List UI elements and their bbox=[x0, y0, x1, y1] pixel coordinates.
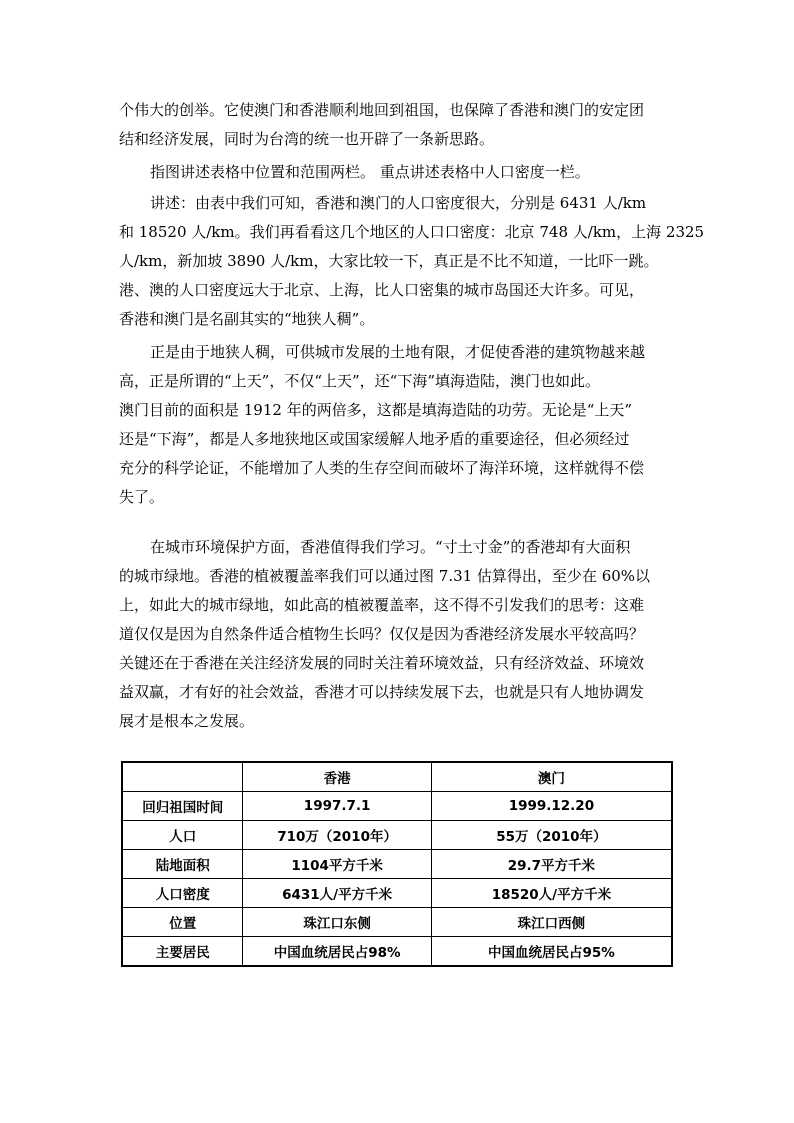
table-cell: 中国血统居民占98% bbox=[243, 937, 431, 967]
table-cell: 中国血统居民占95% bbox=[431, 937, 672, 967]
table-cell: 1997.7.1 bbox=[243, 792, 431, 821]
table-row-label: 位置 bbox=[122, 908, 243, 937]
table-row bbox=[122, 850, 672, 879]
paragraph-5 bbox=[119, 533, 675, 736]
table-header-cell: 香港 bbox=[243, 762, 431, 792]
table-header-row bbox=[122, 762, 672, 792]
table-cell: 6431人/平方千米 bbox=[243, 879, 431, 908]
paragraph-4 bbox=[119, 338, 675, 512]
text-line: 结和经济发展，同时为台湾的统一也开辟了一条新思路。 bbox=[119, 130, 495, 148]
table-header-cell: 澳门 bbox=[431, 762, 672, 792]
table-row bbox=[122, 821, 672, 850]
table-row bbox=[122, 792, 672, 821]
text-line: 展才是根本之发展。 bbox=[119, 712, 255, 730]
table-row-label: 人口密度 bbox=[122, 879, 243, 908]
table-cell: 55万（2010年） bbox=[431, 821, 672, 850]
text-line: 充分的科学论证，不能增加了人类的生存空间而破坏了海洋环境，这样就得不偿 bbox=[119, 459, 645, 477]
text-line: 益双赢，才有好的社会效益，香港才可以持续发展下去，也就是只有人地协调发 bbox=[119, 683, 645, 701]
text-line: 人/km，新加坡 3890 人/km，大家比较一下，真正是不比不知道，一比吓一跳。 bbox=[119, 252, 659, 270]
table-cell: 1999.12.20 bbox=[431, 792, 672, 821]
comparison-table bbox=[121, 761, 673, 967]
text-line: 上，如此大的城市绿地，如此高的植被覆盖率，这不得不引发我们的思考：这难 bbox=[119, 596, 645, 614]
table-cell: 珠江口西侧 bbox=[431, 908, 672, 937]
text-line: 关键还在于香港在关注经济发展的同时关注着环境效益，只有经济效益、环境效 bbox=[119, 654, 645, 672]
paragraph-3 bbox=[119, 189, 705, 334]
table-row-label: 人口 bbox=[122, 821, 243, 850]
paragraph-2 bbox=[119, 158, 675, 187]
table-row-label: 回归祖国时间 bbox=[122, 792, 243, 821]
table-cell: 29.7平方千米 bbox=[431, 850, 672, 879]
table-row bbox=[122, 908, 672, 937]
table-header-cell bbox=[122, 762, 243, 792]
paragraph-1 bbox=[119, 96, 675, 154]
table-row-label: 主要居民 bbox=[122, 937, 243, 967]
text-line: 个伟大的创举。它使澳门和香港顺利地回到祖国，也保障了香港和澳门的安定团 bbox=[119, 101, 645, 119]
text-line: 在城市环境保护方面，香港值得我们学习。“寸土寸金”的香港却有大面积 bbox=[150, 538, 631, 556]
text-line: 港、澳的人口密度远大于北京、上海，比人口密集的城市岛国还大许多。可见， bbox=[119, 281, 645, 299]
table-row bbox=[122, 879, 672, 908]
text-line: 讲述：由表中我们可知，香港和澳门的人口密度很大，分别是 6431 人/km bbox=[150, 194, 647, 212]
text-line: 澳门目前的面积是 1912 年的两倍多，这都是填海造陆的功劳。无论是“上天” bbox=[119, 401, 633, 419]
text-line: 道仅仅是因为自然条件适合植物生长吗？仅仅是因为香港经济发展水平较高吗？ bbox=[119, 625, 645, 643]
table-row bbox=[122, 937, 672, 967]
text-line: 正是由于地狭人稠，可供城市发展的土地有限，才促使香港的建筑物越来越 bbox=[150, 343, 646, 361]
text-line: 香港和澳门是名副其实的“地狭人稠”。 bbox=[119, 310, 375, 328]
text-line: 指图讲述表格中位置和范围两栏。 重点讲述表格中人口密度一栏。 bbox=[150, 163, 590, 181]
table-cell: 1104平方千米 bbox=[243, 850, 431, 879]
text-line: 还是“下海”，都是人多地狭地区或国家缓解人地矛盾的重要途径，但必须经过 bbox=[119, 430, 630, 448]
text-line: 高，正是所谓的“上天”，不仅“上天”，还“下海”填海造陆，澳门也如此。 bbox=[119, 372, 601, 390]
table-cell: 710万（2010年） bbox=[243, 821, 431, 850]
table-cell: 珠江口东侧 bbox=[243, 908, 431, 937]
text-line: 失了。 bbox=[119, 488, 165, 506]
text-line: 和 18520 人/km。我们再看看这几个地区的人口口密度：北京 748 人/km，上海 2325 bbox=[119, 223, 705, 241]
text-line: 的城市绿地。香港的植被覆盖率我们可以通过图 7.31 估算得出，至少在 60%以 bbox=[119, 567, 651, 585]
table-row-label: 陆地面积 bbox=[122, 850, 243, 879]
table-cell: 18520人/平方千米 bbox=[431, 879, 672, 908]
